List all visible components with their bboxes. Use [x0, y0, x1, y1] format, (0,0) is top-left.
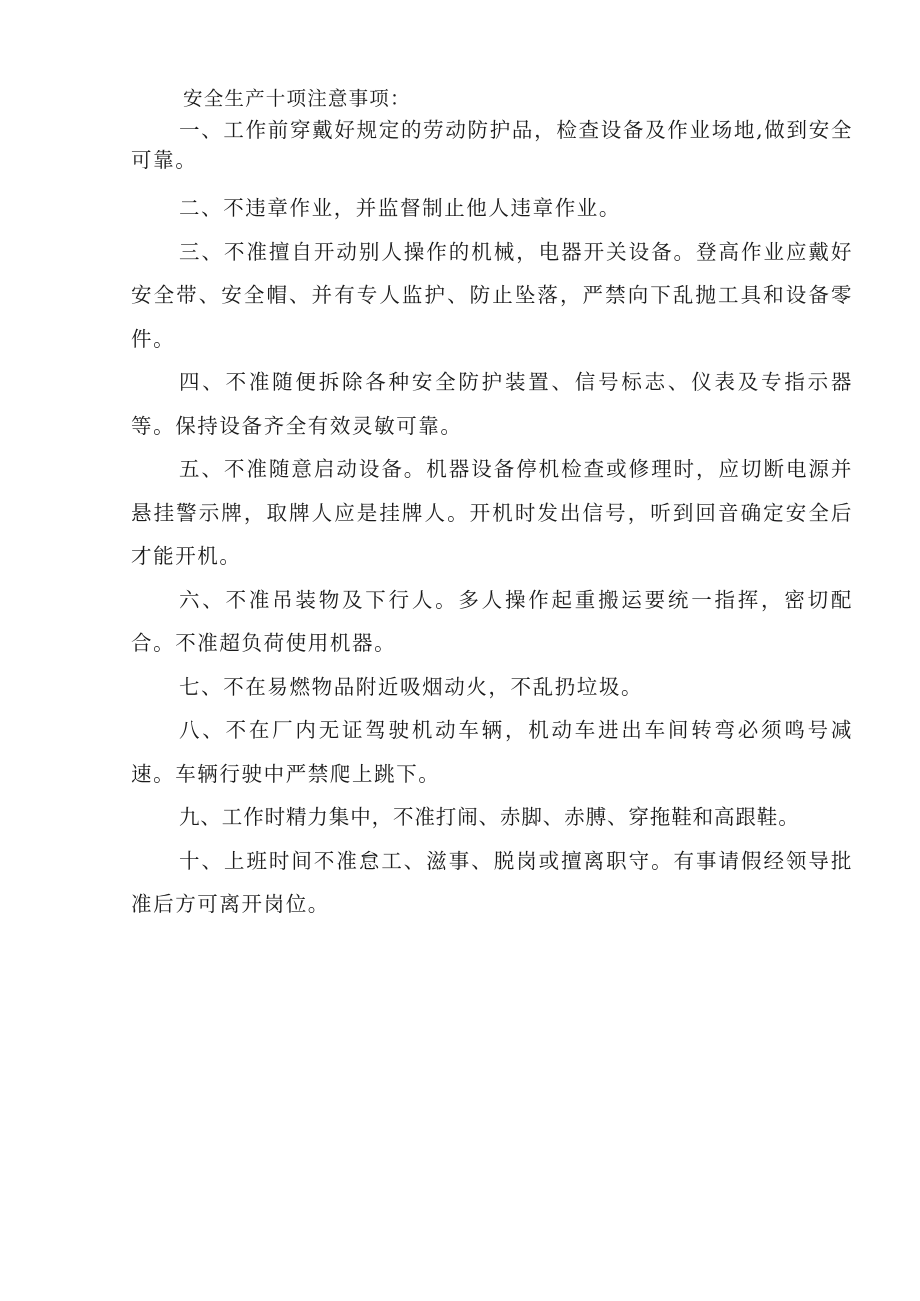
document-title: 安全生产十项注意事项： [183, 87, 411, 110]
rule-item-2: 二、不违章作业，并监督制止他人违章作业。 [179, 196, 621, 220]
rule-item-1: 一、工作前穿戴好规定的劳动防护品，检查设备及作业场地,做到安全可靠。 [131, 118, 853, 172]
rule-item-4: 四、不准随便拆除各种安全防护装置、信号标志、仪表及专指示器等。保持设备齐全有效灵敏可靠。 [131, 370, 853, 438]
rule-item-5: 五、不准随意启动设备。机器设备停机检查或修理时，应切断电源并悬挂警示牌，取牌人应是挂牌人。开机时发出信号，听到回音确定安全后才能开机。 [131, 457, 853, 568]
rule-item-10: 十、上班时间不准怠工、滋事、脱岗或擅离职守。有事请假经领导批准后方可离开岗位。 [131, 848, 853, 916]
rule-item-8: 八、不在厂内无证驾驶机动车辆，机动车进出车间转弯必须鸣号减速。车辆行驶中严禁爬上跳下。 [131, 718, 853, 786]
rule-item-3: 三、不准擅自开动别人操作的机械，电器开关设备。登高作业应戴好安全带、安全帽、并有专人监护、防止坠落，严禁向下乱抛工具和设备零件。 [131, 239, 853, 351]
rule-item-9: 九、工作时精力集中，不准打闹、赤脚、赤膊、穿拖鞋和高跟鞋。 [179, 805, 800, 829]
rule-item-6: 六、不准吊装物及下行人。多人操作起重搬运要统一指挥，密切配合。不准超负荷使用机器。 [131, 587, 853, 655]
document-body [131, 83, 853, 927]
rule-item-7: 七、不在易燃物品附近吸烟动火，不乱扔垃圾。 [179, 674, 644, 699]
